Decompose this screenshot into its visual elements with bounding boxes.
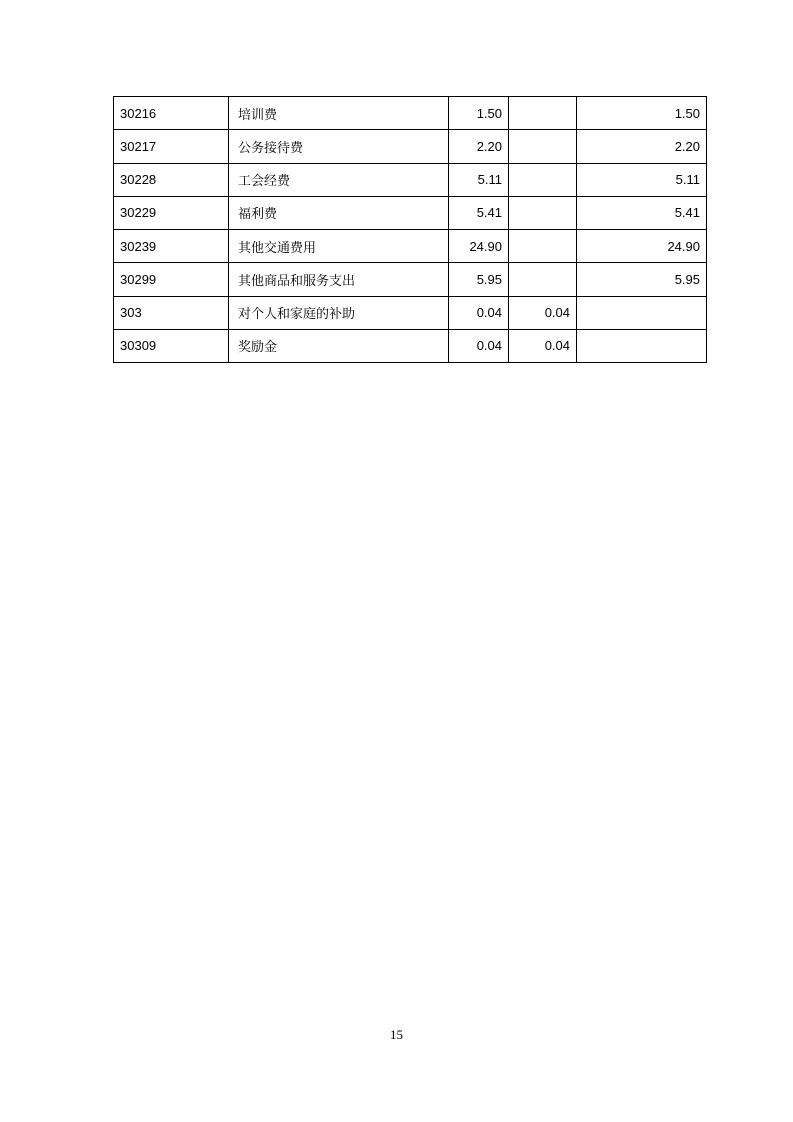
- basic-expenditure-cell: [509, 230, 577, 263]
- basic-expenditure-cell: 0.04: [509, 296, 577, 329]
- total-cell: 1.50: [449, 97, 509, 130]
- basic-expenditure-cell: [509, 130, 577, 163]
- project-expenditure-cell: [577, 329, 707, 362]
- subject-name-cell: 其他商品和服务支出: [229, 263, 449, 296]
- project-expenditure-cell: 2.20: [577, 130, 707, 163]
- subject-code-cell: 30309: [114, 329, 229, 362]
- table-row: [114, 263, 707, 296]
- subject-code-cell: 30239: [114, 230, 229, 263]
- table-row: [114, 97, 707, 130]
- subject-name-cell: 奖励金: [229, 329, 449, 362]
- total-cell: 5.95: [449, 263, 509, 296]
- total-cell: 5.11: [449, 163, 509, 196]
- project-expenditure-cell: 5.95: [577, 263, 707, 296]
- basic-expenditure-cell: [509, 97, 577, 130]
- basic-expenditure-cell: [509, 163, 577, 196]
- basic-expenditure-cell: [509, 196, 577, 229]
- total-cell: 2.20: [449, 130, 509, 163]
- table-row: [114, 130, 707, 163]
- subject-code-cell: 303: [114, 296, 229, 329]
- total-cell: 24.90: [449, 230, 509, 263]
- table-row: [114, 230, 707, 263]
- table-row: [114, 163, 707, 196]
- subject-name-cell: 公务接待费: [229, 130, 449, 163]
- expenditure-table: [113, 96, 707, 363]
- project-expenditure-cell: 1.50: [577, 97, 707, 130]
- subject-code-cell: 30228: [114, 163, 229, 196]
- subject-code-cell: 30217: [114, 130, 229, 163]
- table-row: [114, 329, 707, 362]
- total-cell: 5.41: [449, 196, 509, 229]
- subject-code-cell: 30229: [114, 196, 229, 229]
- subject-name-cell: 福利费: [229, 196, 449, 229]
- basic-expenditure-cell: 0.04: [509, 329, 577, 362]
- total-cell: 0.04: [449, 296, 509, 329]
- subject-code-cell: 30216: [114, 97, 229, 130]
- project-expenditure-cell: [577, 296, 707, 329]
- total-cell: 0.04: [449, 329, 509, 362]
- subject-code-cell: 30299: [114, 263, 229, 296]
- table-row: [114, 196, 707, 229]
- subject-name-cell: 其他交通费用: [229, 230, 449, 263]
- subject-name-cell: 工会经费: [229, 163, 449, 196]
- subject-name-cell: 对个人和家庭的补助: [229, 296, 449, 329]
- table-row: [114, 296, 707, 329]
- project-expenditure-cell: 5.41: [577, 196, 707, 229]
- project-expenditure-cell: 24.90: [577, 230, 707, 263]
- page-number: 15: [390, 1027, 403, 1042]
- subject-name-cell: 培训费: [229, 97, 449, 130]
- project-expenditure-cell: 5.11: [577, 163, 707, 196]
- basic-expenditure-cell: [509, 263, 577, 296]
